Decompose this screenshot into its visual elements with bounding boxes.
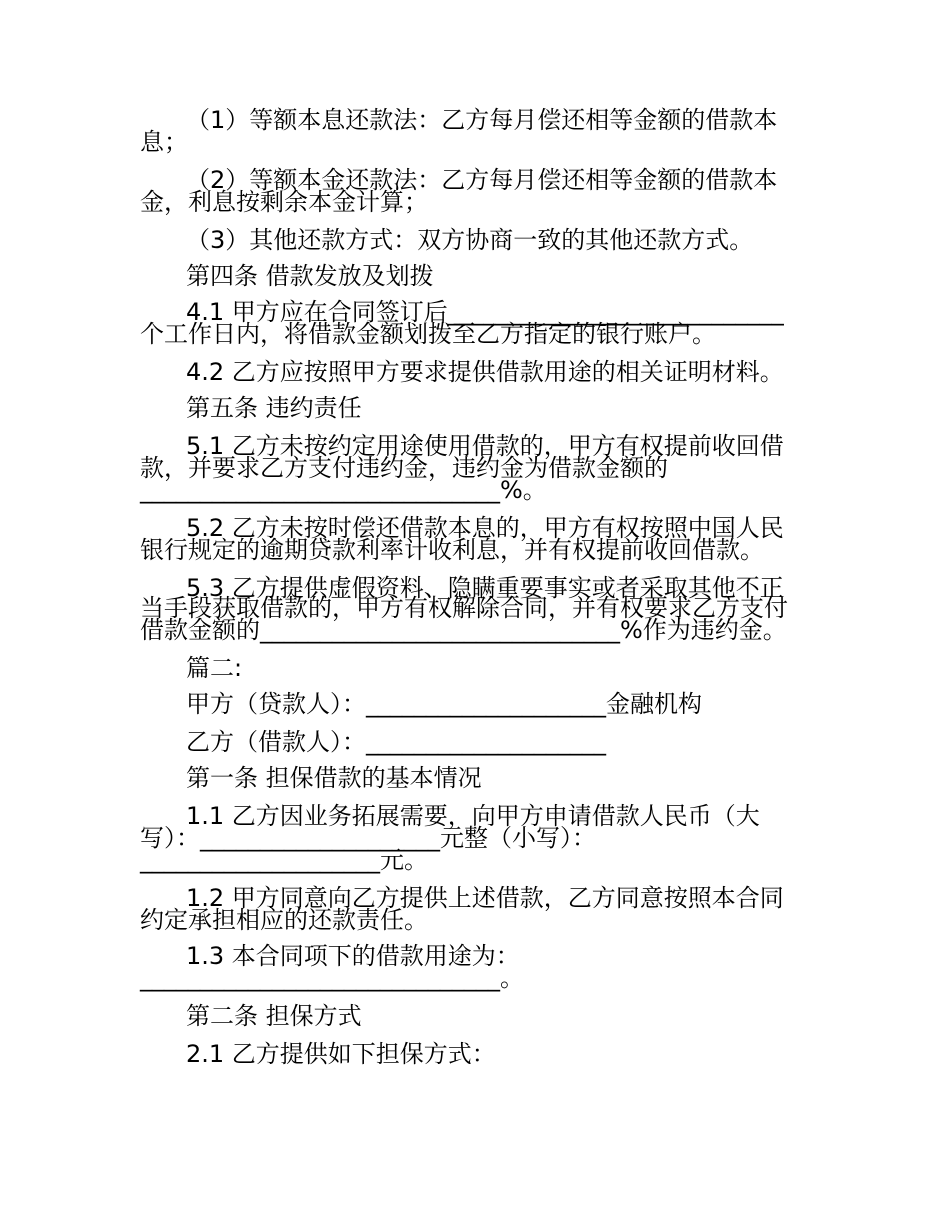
text-line: 借款金额的______________________________%作为违约金。: [140, 616, 787, 644]
section-heading: 第二条 担保方式: [186, 1002, 362, 1030]
text-line: 息；: [140, 128, 188, 156]
text-line: 银行规定的逾期贷款利率计收利息，并有权提前收回借款。: [140, 536, 764, 564]
section-heading: 第四条 借款发放及划拨: [186, 262, 434, 290]
text-line: 1.1 乙方因业务拓展需要，向甲方申请借款人民币（大: [186, 802, 760, 830]
text-line: 约定承担相应的还款责任。: [140, 906, 428, 934]
text-line: 写）：____________________元整（小写）：: [140, 824, 596, 852]
text-line: （1）等额本息还款法：乙方每月偿还相等金额的借款本: [186, 106, 778, 134]
text-line: 5.3 乙方提供虚假资料、隐瞒重要事实或者采取其他不正: [186, 574, 784, 602]
text-line: 甲方（贷款人）：____________________金融机构: [186, 690, 702, 718]
text-line: 个工作日内，将借款金额划拨至乙方指定的银行账户。: [140, 320, 716, 348]
text-line: （2）等额本金还款法：乙方每月偿还相等金额的借款本: [186, 166, 778, 194]
section-heading: 第一条 担保借款的基本情况: [186, 764, 482, 792]
section-heading: 第五条 违约责任: [186, 394, 362, 422]
text-line: ____________________元。: [140, 846, 428, 874]
text-line: 1.2 甲方同意向乙方提供上述借款，乙方同意按照本合同: [186, 884, 784, 912]
text-line: 乙方（借款人）：____________________: [186, 728, 606, 756]
section-heading: 篇二:: [186, 654, 243, 682]
text-line: ______________________________%。: [140, 476, 547, 504]
text-line: 4.2 乙方应按照甲方要求提供借款用途的相关证明材料。: [186, 358, 784, 386]
text-line: （3）其他还款方式：双方协商一致的其他还款方式。: [186, 226, 754, 254]
text-line: 5.1 乙方未按约定用途使用借款的，甲方有权提前收回借: [186, 432, 784, 460]
text-line: ______________________________。: [140, 964, 524, 992]
text-line: 4.1 甲方应在合同签订后____________________________: [186, 298, 784, 326]
text-line: 款，并要求乙方支付违约金，违约金为借款金额的: [140, 454, 668, 482]
text-line: 当手段获取借款的，甲方有权解除合同，并有权要求乙方支付: [140, 594, 788, 622]
text-line: 金，利息按剩余本金计算；: [140, 188, 428, 216]
text-line: 2.1 乙方提供如下担保方式：: [186, 1040, 496, 1068]
text-line: 1.3 本合同项下的借款用途为：: [186, 942, 520, 970]
text-line: 5.2 乙方未按时偿还借款本息的，甲方有权按照中国人民: [186, 514, 784, 542]
